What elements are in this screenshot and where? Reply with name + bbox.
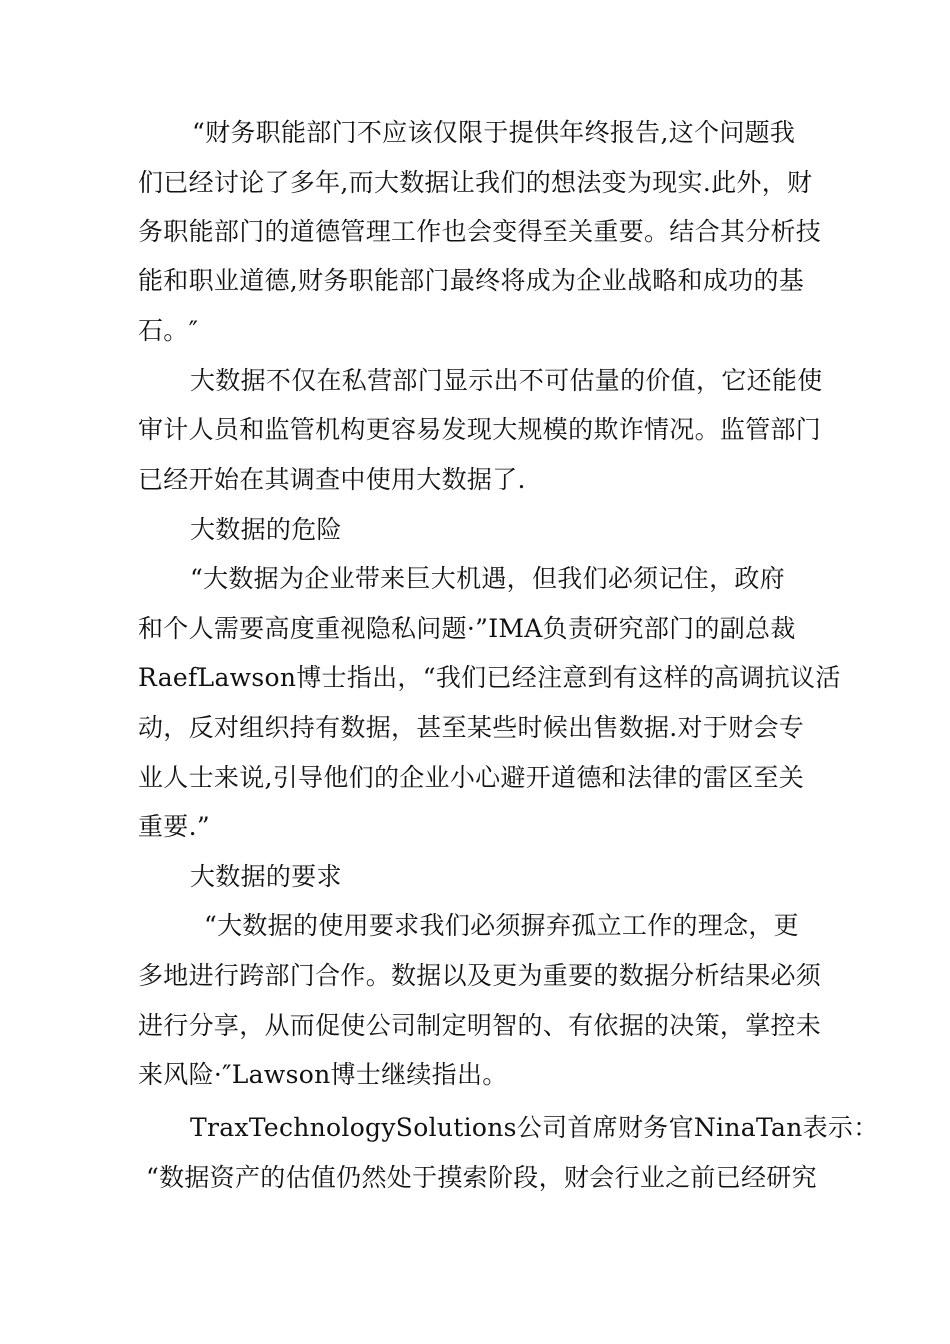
text-line: 动，反对组织持有数据，甚至某些时候出售数据.对于财会专: [138, 713, 805, 742]
text-line: 来风险·″Lawson博士继续指出。: [138, 1060, 508, 1089]
text-line: 重要.”: [138, 812, 210, 841]
text-line: “大数据的使用要求我们必须摒弃孤立工作的理念，更: [204, 911, 799, 940]
section-heading: 大数据的要求: [190, 862, 342, 891]
text-line: 审计人员和监管机构更容易发现大规模的欺诈情况。监管部门: [138, 415, 822, 444]
text-line: “财务职能部门不应该仅限于提供年终报告,这个问题我: [192, 118, 796, 147]
text-line: 和个人需要高度重视隐私问题·”IMA负责研究部门的副总裁: [138, 614, 796, 643]
text-line: RaefLawson博士指出，“我们已经注意到有这样的高调抗议活: [138, 663, 841, 692]
text-line: 业人士来说,引导他们的企业小心避开道德和法律的雷区至关: [138, 763, 805, 792]
text-line: 们已经讨论了多年,而大数据让我们的想法变为现实.此外，财: [138, 168, 813, 197]
text-line: “大数据为企业带来巨大机遇，但我们必须记住，政府: [190, 564, 785, 593]
text-line: 能和职业道德,财务职能部门最终将成为企业战略和成功的基: [138, 266, 805, 295]
text-line: TraxTechnologySolutions公司首席财务官NinaTan表示：: [190, 1113, 879, 1142]
text-line: 务职能部门的道德管理工作也会变得至关重要。结合其分析技: [138, 217, 822, 246]
text-line: 大数据不仅在私营部门显示出不可估量的价值，它还能使: [190, 366, 823, 395]
text-line: 进行分享，从而促使公司制定明智的、有依据的决策，掌控未: [138, 1011, 822, 1040]
text-line: 石。″: [138, 316, 199, 345]
text-line: “数据资产的估值仍然处于摸索阶段，财会行业之前已经研究: [146, 1163, 817, 1192]
section-heading: 大数据的危险: [190, 515, 342, 544]
text-line: 已经开始在其调查中使用大数据了.: [138, 465, 526, 494]
text-line: 多地进行跨部门合作。数据以及更为重要的数据分析结果必须: [138, 961, 822, 990]
